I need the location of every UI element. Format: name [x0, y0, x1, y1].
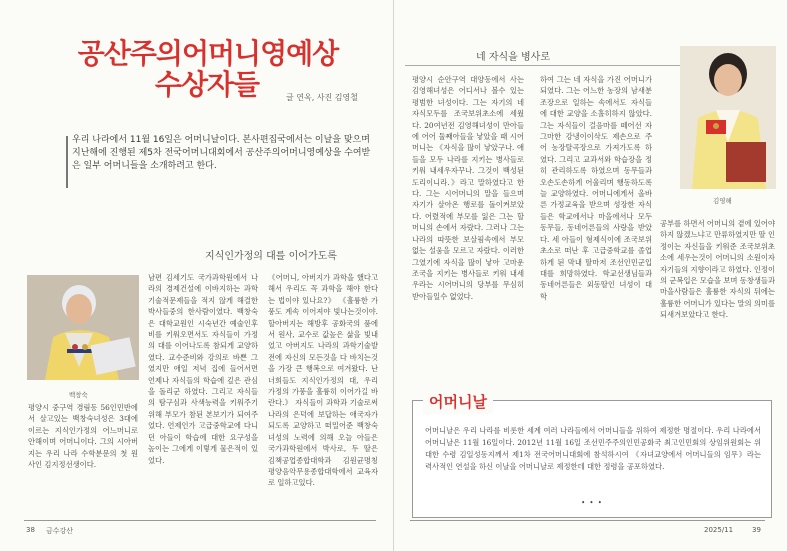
right-story-column-1: 평양시 순안구역 대양동에서 사는 김영해녀성은 어디서나 볼수 있는 평범한 녀성이다. 그는 자기의 네 자식모두를 조국보위초소에 세웠다. 20여년전 김영해녀성이 만아들에 어어 둘째아들을 낳았을 때 시어머니는 《자식을 많이 낳았구나. 애들을 모두 나라를 지키는 병사들로 키워 내세우자꾸나. 그것이 백성된 도리이니라.》라고 말하였다고 한다. 그는 시어머니의 말을 들으며 자기가 살아온 행로를 돌이켜보았다. 어렸적에 부모를 잃은 그는 할머니의 손에서 자랐다. 그러나 그는 나라의 따뜻한 보살핌속에서 부모없는 설움을 모르고 자랐다. 이러한 그였기에 자식을 많이 낳아 고마운 조국을 지키는 병사들로 키워 내세우라는 시어머니의 당부를 무심히 받아들일수 없었다.	[412, 75, 524, 301]
photo-caption-baek: 백창숙	[69, 391, 88, 399]
headline-line2: 수상자들	[154, 68, 260, 101]
footer-rule-left	[24, 520, 376, 521]
right-story-column-3: 공부를 하면서 어머니의 곁에 있어야 하지 않겠느냐고 만류하였지만 딸 인정이는 자신들을 키워준 조국보위초소에 세우는것이 어머니의 소원이자 자기들의 지향이라고 하였다. 인정이의 군복입은 모습을 보며 동창생들과 마을사람들은 훌륭한 자식의 뒤에는 훌륭한 어머니가 있다는 말의 의미를 되새겨보았다고 한다.	[660, 219, 775, 320]
sidebar-ornament: • • •	[581, 499, 603, 507]
footer-rule-right	[410, 520, 765, 521]
left-story-subheading: 지식인가정의 대를 이어가도록	[205, 251, 337, 262]
magazine-name: 금수강산	[46, 527, 74, 535]
left-story-column-3: 《어머니, 아버지가 과학을 했다고 해서 우리도 꼭 과학을 해야 한다는 법이야 있나요?》 《훌륭한 가풍도 계속 이어져야 빛나는것이야. 할아버지는 해방후 공화국의 품에서 원사, 교수로 값높은 삶을 빛내었고 아버지도 나라의 과학기술발전에 자신의 모든것을 다 바치는것을 가장 큰 행복으로 여겨왔다. 난 너희들도 지식인가정의 대, 우리 가정의 가풍을 훌륭히 이어가길 바란다.》 자식들이 과학과 기술로써 나라의 은덕에 보답하는 애국자가 되도록 교양하고 떠밀어준 백창숙녀성의 노력에 의해 오늘 아들은 국가과학원에서 박사로, 두 딸은 김책공업종합대학과 김원균명칭 평양음악무용종합대학에서 교육자로 일하고있다.	[268, 273, 378, 488]
sidebar-title: 어머니날	[423, 389, 493, 414]
portrait-photo-baek	[27, 275, 139, 380]
portrait-photo-kim	[680, 46, 776, 189]
sidebar-text: 어머니날은 우리 나라를 비롯한 세계 여러 나라들에서 어머니들을 위하여 제정한 명절이다. 우리 나라에서 어머니날은 11월 16일이다. 2012년 11월 16일 조선민주주의인민공화국 최고인민회의 상임위원회는 위대한 수령 김일성동지께서 제1차 전국어머니대회에 참석하시여 《자녀교양에서 어머니들의 임무》라는 력사적인 연설을 하신 이날을 어머니날로 제정한데 대한 정령을 공포하였다.	[425, 426, 761, 471]
photo-caption-kim: 김영해	[713, 197, 732, 205]
page-number-right: 39	[752, 526, 761, 534]
page-number-left: 38	[26, 526, 35, 534]
lead-accent-bar	[66, 136, 68, 188]
page-gutter	[393, 0, 394, 551]
lead-paragraph: 우리 나라에서 11월 16일은 어머니날이다. 본사편집국에서는 이날을 맞으며 지난해에 진행된 제5차 전국어머니대회에서 공산주의어머니영예상을 수여받은 일부 어머니들을 소개하려고 한다.	[72, 135, 371, 171]
right-story-column-2: 하여 그는 네 자식을 가진 어머니가 되였다. 그는 어느한 농장의 남새분조장으로 일하는 속에서도 자식들에 대한 교양을 소홀히하지 않았다. 그는 자식들이 걸음마를 떼어선 자그마한 강냉이이삭도 제손으로 주어 농장탈곡장으로 가져가도록 하였다. 그리고 교과서와 학습장을 정히 관리하도록 하였으며 동무들과 오손도손하게 어울리며 행동하도록 늘 교양하였다. 어머니에게서 올바른 가정교육을 받으며 성장한 자식들은 학교에서나 마을에서나 모두 동무들, 동네어른들의 사랑을 받았다. 세 아들이 형제식이에 조국보위초소로 떠난 후 고급중학교를 졸업하게 된 막내 딸마저 조선인민군입대를 희망하였다. 학교선생님들과 동네어른들은 외동딸인 녀성이 대학	[540, 75, 652, 301]
left-story-column-2: 남편 김세기도 국가과학원에서 나라의 경제건설에 이바지하는 과학기술적문제들을 적지 않게 해결한 박사들중의 한사람이였다. 백창숙은 대학교원인 시숙년간 예술인후비를 키워오면서도 자식들이 가정의 대를 이어나도록 참되게 교양하였다. 교수준비와 강의로 바쁜 그였지만 애일 저녁 집에 들어서면 언제나 자식들의 학습에 깊은 관심을 돌리군 하였다. 그리고 자식들의 탐구심과 사색능력을 키워주기 위해 부모가 참된 본보기가 되여주었다. 언제인가 고급중학교에 다니던 아들이 학습에 대한 요구성을 높이는 그에게 이렇게 물은적이 있었다.	[148, 273, 258, 465]
mothers-day-sidebar	[412, 393, 772, 518]
left-story-column-1: 평양시 중구역 경림동 56인민반에서 살고있는 백창숙녀성은 3대에 이르는 지식인가정의 어느머니로 안해이며 어머니이다. 그의 시아버지는 우리 나라 수학분문의 첫 원사인 김지정선생이다.	[28, 403, 138, 470]
right-story-subheading: 네 자식을 병사로	[476, 52, 550, 63]
byline: 글 연옥, 사진 김영철	[286, 93, 358, 102]
issue-date: 2025/11	[704, 526, 734, 534]
headline-line1: 공산주의어머니영예상	[77, 37, 339, 70]
